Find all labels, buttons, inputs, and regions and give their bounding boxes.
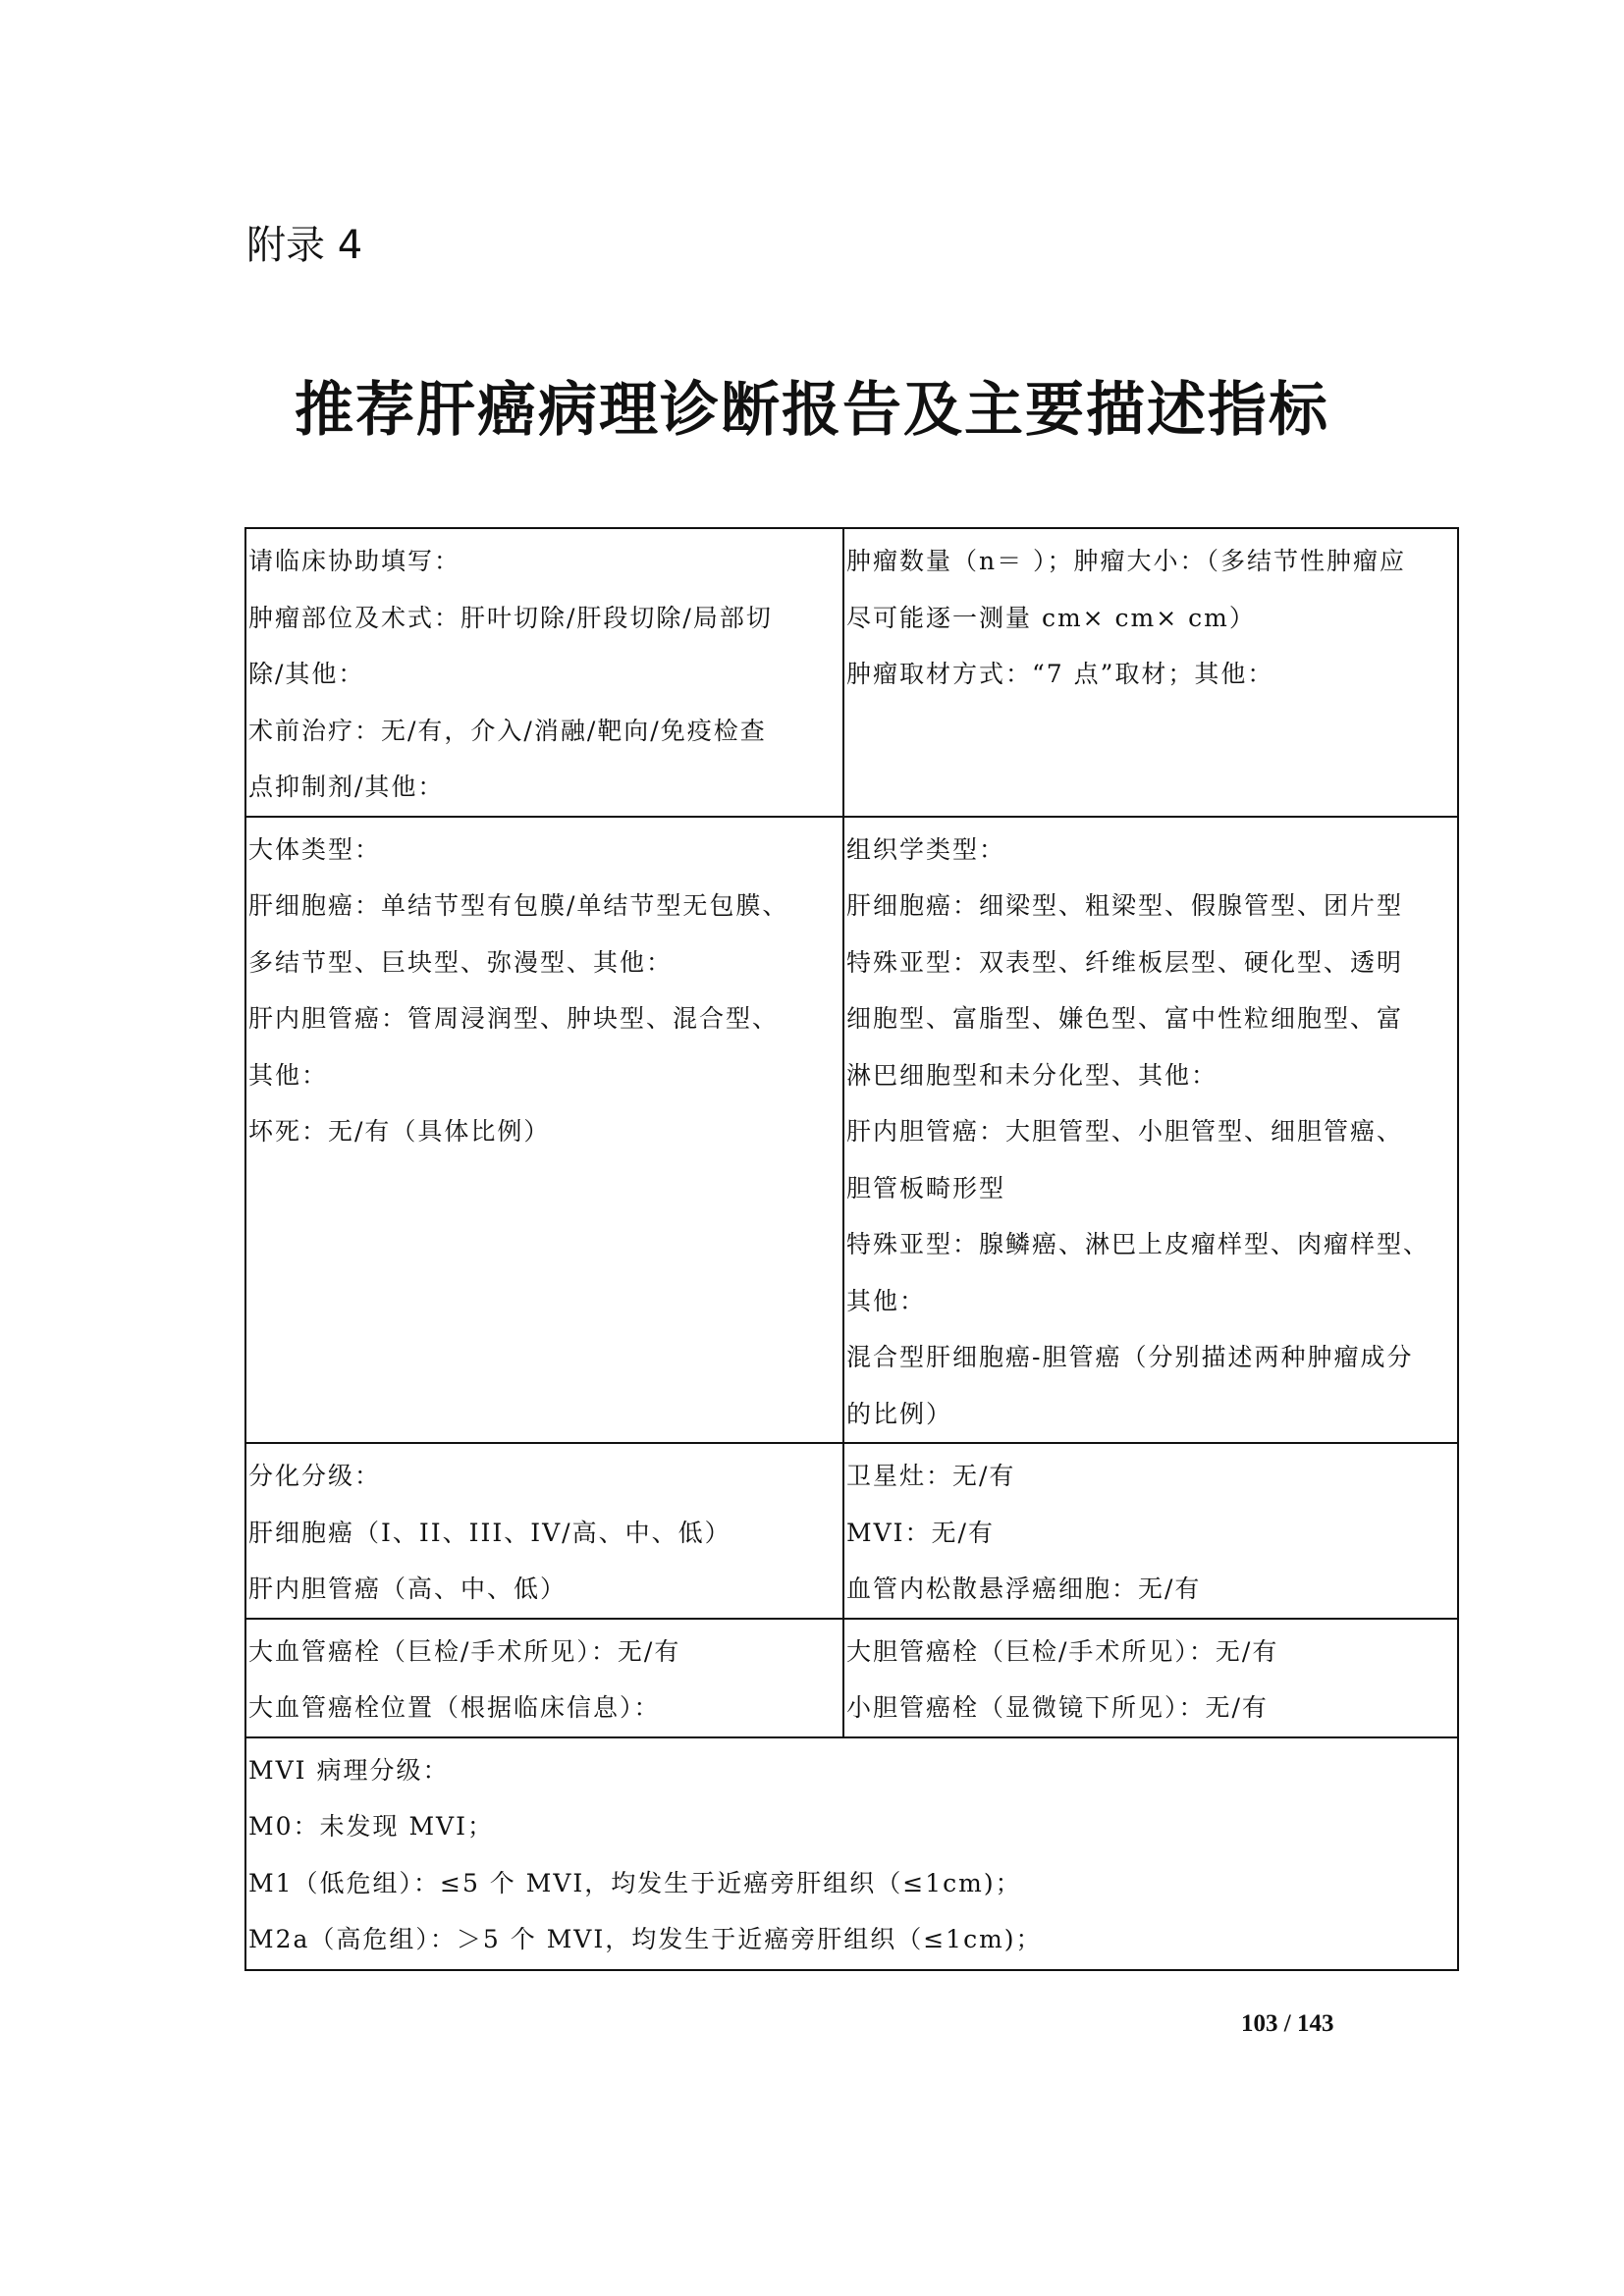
cell-line: 混合型肝细胞癌-胆管癌（分别描述两种肿瘤成分 — [846, 1343, 1414, 1371]
cell-line: 坏死：无/有（具体比例） — [248, 1117, 551, 1146]
cell-line: 组织学类型： — [846, 834, 1006, 864]
cell-line: 胆管板畸形型 — [846, 1173, 1006, 1202]
cell-line: 肝内胆管癌：大胆管型、小胆管型、细胆管癌、 — [846, 1117, 1404, 1146]
table-row — [245, 1443, 1458, 1619]
vascular-thrombus-cell — [245, 1619, 843, 1737]
pathology-report-table — [244, 527, 1459, 1971]
cell-line: 大胆管癌栓（巨检/手术所见）：无/有 — [846, 1636, 1279, 1666]
cell-line: 术前治疗：无/有，介入/消融/靶向/免疫检查 — [248, 716, 767, 745]
cell-line: 分化分级： — [248, 1462, 382, 1490]
clinical-info-cell — [245, 528, 843, 817]
cell-line: 其他： — [846, 1286, 927, 1315]
cell-line: M2a（高危组）：＞5 个 MVI，均发生于近癌旁肝组织（≤1cm)； — [248, 1925, 1043, 1953]
cell-line: 尽可能逐一测量 cm× cm× cm） — [846, 603, 1256, 632]
table-row — [245, 1619, 1458, 1737]
cell-line: M0：未发现 MVI； — [248, 1812, 494, 1841]
cell-line: 卫星灶：无/有 — [846, 1462, 1016, 1490]
cell-line: 小胆管癌栓（显微镜下所见）：无/有 — [846, 1693, 1269, 1722]
bile-duct-thrombus-cell — [843, 1619, 1458, 1737]
cell-line: 淋巴细胞型和未分化型、其他： — [846, 1060, 1218, 1090]
cell-line: 多结节型、巨块型、弥漫型、其他： — [248, 947, 674, 977]
cell-line: 点抑制剂/其他： — [248, 773, 445, 801]
cell-line: 血管内松散悬浮癌细胞：无/有 — [846, 1575, 1202, 1603]
cell-line: 细胞型、富脂型、嫌色型、富中性粒细胞型、富 — [846, 1004, 1404, 1033]
page-title: 推荐肝癌病理诊断报告及主要描述指标 — [295, 376, 1329, 445]
satellite-mvi-cell — [843, 1443, 1458, 1619]
appendix-label: 附录 4 — [246, 223, 363, 268]
table-row — [245, 528, 1458, 817]
cell-line: MVI 病理分级： — [248, 1755, 450, 1785]
histology-type-cell — [843, 817, 1458, 1444]
cell-line: 大血管癌栓（巨检/手术所见）：无/有 — [248, 1636, 681, 1666]
differentiation-grade-cell — [245, 1443, 843, 1619]
cell-line: 肿瘤取材方式：“7 点”取材；其他： — [846, 660, 1274, 688]
cell-line: 请临床协助填写： — [248, 547, 461, 575]
cell-line: 大血管癌栓位置（根据临床信息）： — [248, 1693, 661, 1722]
cell-line: 特殊亚型：腺鳞癌、淋巴上皮瘤样型、肉瘤样型、 — [846, 1230, 1431, 1258]
gross-type-cell — [245, 817, 843, 1444]
tumor-count-size-cell — [843, 528, 1458, 817]
cell-line: 肝细胞癌：单结节型有包膜/单结节型无包膜、 — [248, 891, 789, 920]
cell-line: 除/其他： — [248, 660, 365, 688]
cell-line: 肝细胞癌（I、II、III、IV/高、中、低） — [248, 1518, 731, 1547]
cell-line: M1（低危组）：≤5 个 MVI，均发生于近癌旁肝组织（≤1cm)； — [248, 1868, 1022, 1897]
cell-line: 大体类型： — [248, 834, 382, 864]
cell-line: 肝内胆管癌：管周浸润型、肿块型、混合型、 — [248, 1004, 780, 1033]
table-row — [245, 817, 1458, 1444]
cell-line: 肿瘤数量（n＝ ）；肿瘤大小：（多结节性肿瘤应 — [846, 547, 1407, 575]
cell-line: 肿瘤部位及术式：肝叶切除/肝段切除/局部切 — [248, 603, 773, 632]
mvi-grading-cell — [245, 1737, 1458, 1970]
cell-line: 肝内胆管癌（高、中、低） — [248, 1575, 568, 1603]
page-number: 103 / 143 — [1241, 2010, 1334, 2037]
cell-line: MVI：无/有 — [846, 1518, 995, 1547]
cell-line: 其他： — [248, 1060, 329, 1090]
cell-line: 特殊亚型：双表型、纤维板层型、硬化型、透明 — [846, 947, 1404, 977]
cell-line: 肝细胞癌：细梁型、粗梁型、假腺管型、团片型 — [846, 891, 1404, 920]
cell-line: 的比例） — [846, 1399, 953, 1428]
table-row — [245, 1737, 1458, 1970]
